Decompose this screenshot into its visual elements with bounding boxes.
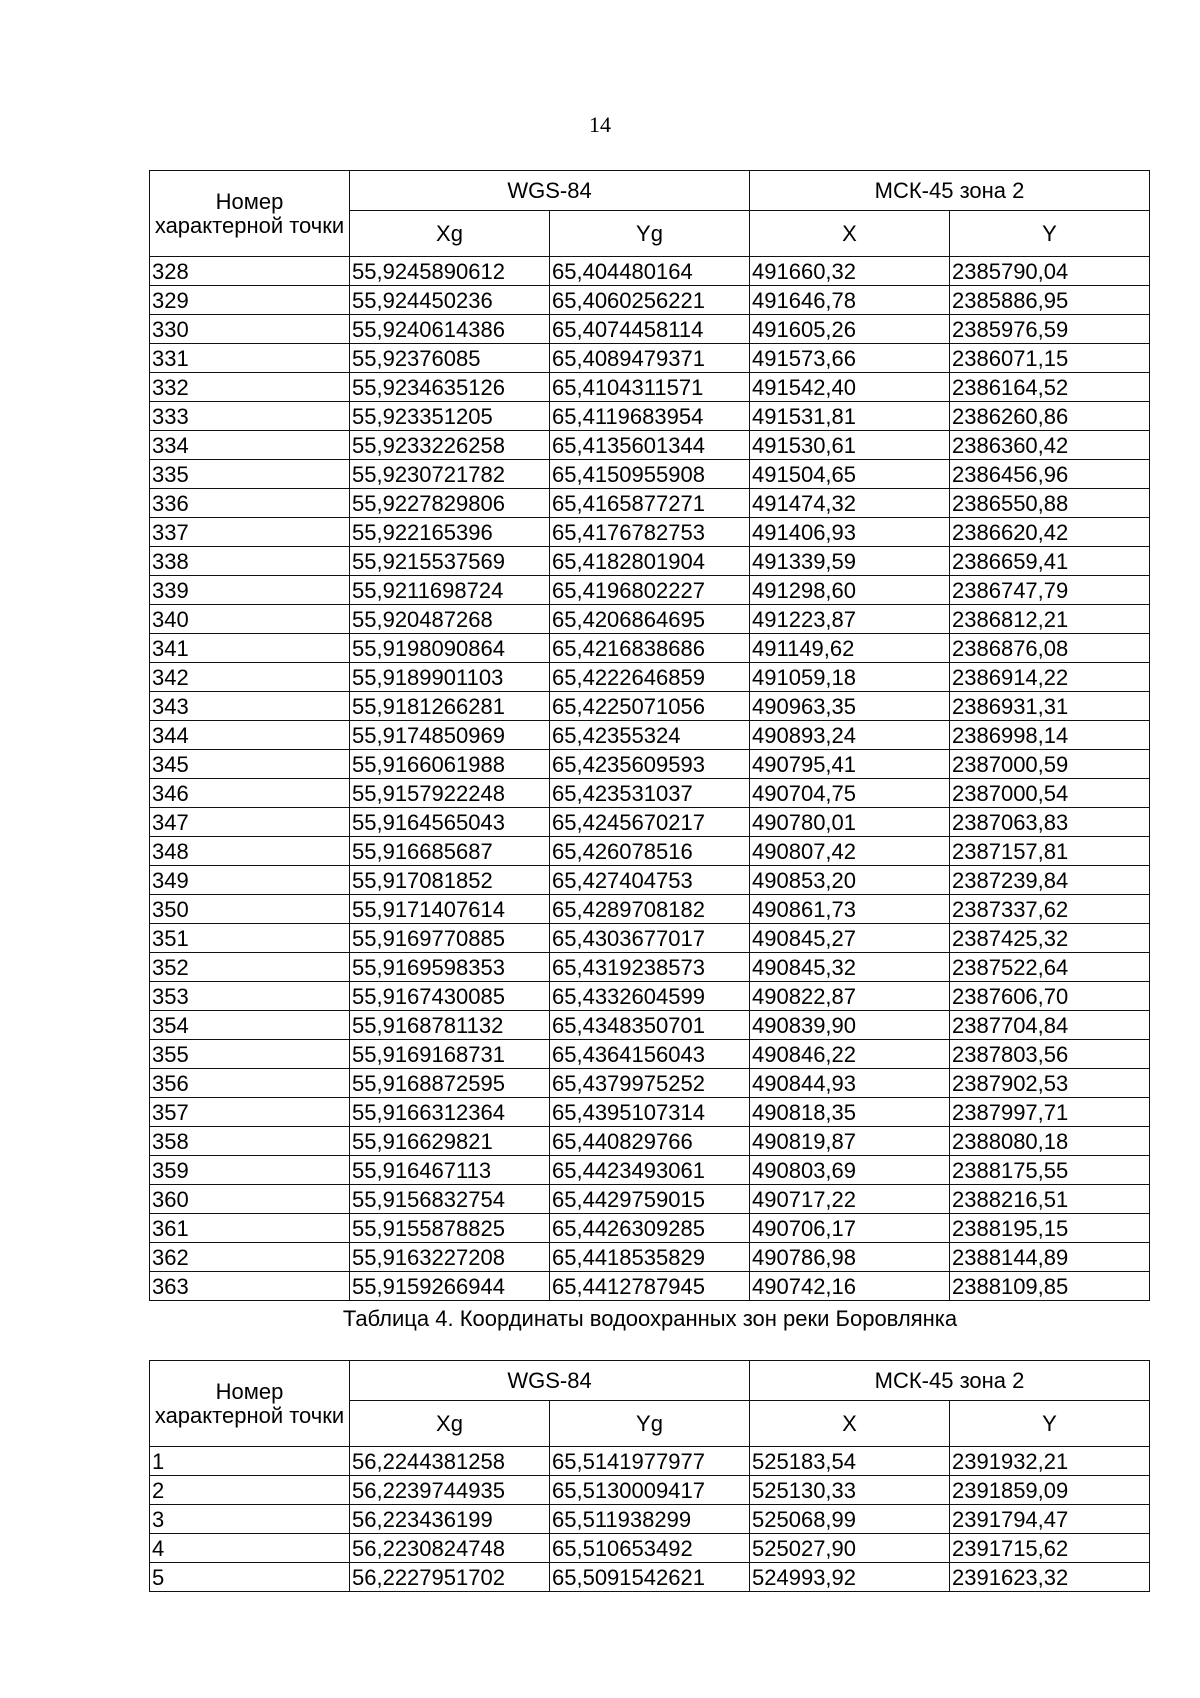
xg-cell: 55,9156832754: [350, 1185, 550, 1214]
y-cell: 2387997,71: [950, 1098, 1150, 1127]
x-header: X: [750, 211, 950, 257]
point-number-cell: 330: [150, 315, 350, 344]
yg-cell: 65,4176782753: [550, 518, 750, 547]
x-cell: 491059,18: [750, 663, 950, 692]
point-number-cell: 329: [150, 286, 350, 315]
y-cell: 2386876,08: [950, 634, 1150, 663]
xg-header: Xg: [350, 211, 550, 257]
table-row: [150, 1098, 1150, 1127]
yg-cell: 65,4119683954: [550, 402, 750, 431]
y-cell: 2386164,52: [950, 373, 1150, 402]
xg-cell: 55,916629821: [350, 1127, 550, 1156]
point-number-cell: 344: [150, 721, 350, 750]
y-cell: 2388109,85: [950, 1272, 1150, 1301]
y-cell: 2387000,54: [950, 779, 1150, 808]
y-cell: 2388175,55: [950, 1156, 1150, 1185]
xg-cell: 56,2227951702: [350, 1563, 550, 1592]
point-number-cell: 350: [150, 895, 350, 924]
y-cell: 2387157,81: [950, 837, 1150, 866]
yg-cell: 65,5141977977: [550, 1447, 750, 1476]
yg-cell: 65,4332604599: [550, 982, 750, 1011]
x-cell: 525183,54: [750, 1447, 950, 1476]
table-row: [150, 315, 1150, 344]
table-row: [150, 1069, 1150, 1098]
point-number-cell: 353: [150, 982, 350, 1011]
x-cell: 490822,87: [750, 982, 950, 1011]
yg-cell: 65,511938299: [550, 1505, 750, 1534]
x-cell: 525027,90: [750, 1534, 950, 1563]
x-cell: 491646,78: [750, 286, 950, 315]
yg-cell: 65,4429759015: [550, 1185, 750, 1214]
yg-cell: 65,426078516: [550, 837, 750, 866]
x-cell: 524993,92: [750, 1563, 950, 1592]
xg-cell: 55,9233226258: [350, 431, 550, 460]
x-cell: 491474,32: [750, 489, 950, 518]
xg-cell: 55,9163227208: [350, 1243, 550, 1272]
x-cell: 491406,93: [750, 518, 950, 547]
y-cell: 2388195,15: [950, 1214, 1150, 1243]
y-cell: 2386659,41: [950, 547, 1150, 576]
table-row: [150, 1040, 1150, 1069]
table-row: [150, 1447, 1150, 1476]
xg-cell: 55,9168872595: [350, 1069, 550, 1098]
point-number-header: Номер характерной точки: [150, 1361, 350, 1447]
x-cell: 491605,26: [750, 315, 950, 344]
y-cell: 2386747,79: [950, 576, 1150, 605]
y-cell: 2387704,84: [950, 1011, 1150, 1040]
y-cell: 2391715,62: [950, 1534, 1150, 1563]
x-cell: 490846,22: [750, 1040, 950, 1069]
table-row: [150, 1214, 1150, 1243]
point-number-cell: 348: [150, 837, 350, 866]
y-cell: 2387522,64: [950, 953, 1150, 982]
xg-cell: 55,9181266281: [350, 692, 550, 721]
table-row: [150, 634, 1150, 663]
wgs84-header: WGS-84: [350, 1361, 750, 1401]
y-cell: 2386456,96: [950, 460, 1150, 489]
x-cell: 490844,93: [750, 1069, 950, 1098]
x-cell: 490742,16: [750, 1272, 950, 1301]
xg-cell: 55,916467113: [350, 1156, 550, 1185]
table-row: [150, 344, 1150, 373]
yg-cell: 65,4319238573: [550, 953, 750, 982]
y-cell: 2387337,62: [950, 895, 1150, 924]
table-row: [150, 866, 1150, 895]
x-cell: 491504,65: [750, 460, 950, 489]
xg-cell: 55,9169598353: [350, 953, 550, 982]
yg-header: Yg: [550, 211, 750, 257]
yg-cell: 65,4348350701: [550, 1011, 750, 1040]
point-number-cell: 4: [150, 1534, 350, 1563]
xg-cell: 56,2230824748: [350, 1534, 550, 1563]
yg-cell: 65,4165877271: [550, 489, 750, 518]
point-number-cell: 1: [150, 1447, 350, 1476]
xg-cell: 56,2239744935: [350, 1476, 550, 1505]
coordinates-table-4: [149, 1360, 1150, 1592]
x-cell: 490861,73: [750, 895, 950, 924]
y-cell: 2388080,18: [950, 1127, 1150, 1156]
y-cell: 2385886,95: [950, 286, 1150, 315]
y-cell: 2391859,09: [950, 1476, 1150, 1505]
point-number-cell: 2: [150, 1476, 350, 1505]
xg-cell: 55,9234635126: [350, 373, 550, 402]
table-row: [150, 373, 1150, 402]
y-cell: 2386360,42: [950, 431, 1150, 460]
xg-cell: 55,9245890612: [350, 257, 550, 286]
point-number-cell: 352: [150, 953, 350, 982]
yg-cell: 65,4379975252: [550, 1069, 750, 1098]
yg-cell: 65,4426309285: [550, 1214, 750, 1243]
x-cell: 491339,59: [750, 547, 950, 576]
xg-cell: 55,9230721782: [350, 460, 550, 489]
y-cell: 2386914,22: [950, 663, 1150, 692]
yg-cell: 65,4235609593: [550, 750, 750, 779]
xg-cell: 55,9189901103: [350, 663, 550, 692]
xg-cell: 55,917081852: [350, 866, 550, 895]
table-row: [150, 489, 1150, 518]
point-number-cell: 363: [150, 1272, 350, 1301]
yg-cell: 65,5130009417: [550, 1476, 750, 1505]
xg-cell: 55,9159266944: [350, 1272, 550, 1301]
x-cell: 525130,33: [750, 1476, 950, 1505]
yg-cell: 65,4225071056: [550, 692, 750, 721]
table-4-caption: Таблица 4. Координаты водоохранных зон реки Боровлянка: [342, 1306, 958, 1331]
y-cell: 2386260,86: [950, 402, 1150, 431]
table-row: [150, 808, 1150, 837]
table-row: [150, 257, 1150, 286]
y-cell: 2385976,59: [950, 315, 1150, 344]
x-header: X: [750, 1401, 950, 1447]
table-row: [150, 1476, 1150, 1505]
table-row: [150, 663, 1150, 692]
yg-cell: 65,4303677017: [550, 924, 750, 953]
xg-cell: 55,9169770885: [350, 924, 550, 953]
yg-header: Yg: [550, 1401, 750, 1447]
point-number-cell: 341: [150, 634, 350, 663]
x-cell: 490807,42: [750, 837, 950, 866]
yg-cell: 65,440829766: [550, 1127, 750, 1156]
point-number-cell: 328: [150, 257, 350, 286]
y-cell: 2387239,84: [950, 866, 1150, 895]
yg-cell: 65,4135601344: [550, 431, 750, 460]
x-cell: 490893,24: [750, 721, 950, 750]
yg-cell: 65,42355324: [550, 721, 750, 750]
yg-cell: 65,4222646859: [550, 663, 750, 692]
table-row: [150, 460, 1150, 489]
x-cell: 490704,75: [750, 779, 950, 808]
point-number-cell: 355: [150, 1040, 350, 1069]
point-number-cell: 340: [150, 605, 350, 634]
y-cell: 2386812,21: [950, 605, 1150, 634]
table-row: [150, 1272, 1150, 1301]
table-row: [150, 518, 1150, 547]
point-number-cell: 333: [150, 402, 350, 431]
yg-cell: 65,4364156043: [550, 1040, 750, 1069]
coordinates-table-3: [149, 170, 1150, 1301]
yg-cell: 65,4289708182: [550, 895, 750, 924]
yg-cell: 65,4418535829: [550, 1243, 750, 1272]
x-cell: 490717,22: [750, 1185, 950, 1214]
table-row: [150, 605, 1150, 634]
table-row: [150, 1185, 1150, 1214]
x-cell: 491149,62: [750, 634, 950, 663]
xg-cell: 55,9227829806: [350, 489, 550, 518]
yg-cell: 65,4089479371: [550, 344, 750, 373]
point-number-cell: 331: [150, 344, 350, 373]
xg-cell: 55,9166312364: [350, 1098, 550, 1127]
y-cell: 2388144,89: [950, 1243, 1150, 1272]
table-row: [150, 431, 1150, 460]
x-cell: 490845,32: [750, 953, 950, 982]
point-number-cell: 360: [150, 1185, 350, 1214]
y-cell: 2386071,15: [950, 344, 1150, 373]
xg-cell: 56,2244381258: [350, 1447, 550, 1476]
table-row: [150, 286, 1150, 315]
point-number-cell: 359: [150, 1156, 350, 1185]
x-cell: 491573,66: [750, 344, 950, 373]
y-cell: 2386998,14: [950, 721, 1150, 750]
table-row: [150, 779, 1150, 808]
wgs84-header: WGS-84: [350, 171, 750, 211]
y-cell: 2387803,56: [950, 1040, 1150, 1069]
x-cell: 491531,81: [750, 402, 950, 431]
point-number-cell: 5: [150, 1563, 350, 1592]
point-number-cell: 362: [150, 1243, 350, 1272]
xg-cell: 55,9166061988: [350, 750, 550, 779]
point-number-cell: 339: [150, 576, 350, 605]
xg-cell: 55,920487268: [350, 605, 550, 634]
xg-cell: 55,9164565043: [350, 808, 550, 837]
table-row: [150, 924, 1150, 953]
point-number-cell: 351: [150, 924, 350, 953]
point-number-header: Номер характерной точки: [150, 171, 350, 257]
x-cell: 490780,01: [750, 808, 950, 837]
y-cell: 2391794,47: [950, 1505, 1150, 1534]
table-row: [150, 953, 1150, 982]
point-number-cell: 334: [150, 431, 350, 460]
table-row: [150, 1156, 1150, 1185]
y-header: Y: [950, 211, 1150, 257]
table-row: [150, 1505, 1150, 1534]
point-number-cell: 358: [150, 1127, 350, 1156]
x-cell: 490845,27: [750, 924, 950, 953]
msk45-header: МСК-45 зона 2: [750, 171, 1150, 211]
xg-cell: 56,223436199: [350, 1505, 550, 1534]
x-cell: 490963,35: [750, 692, 950, 721]
xg-cell: 55,92376085: [350, 344, 550, 373]
y-cell: 2387000,59: [950, 750, 1150, 779]
xg-cell: 55,9169168731: [350, 1040, 550, 1069]
xg-cell: 55,9168781132: [350, 1011, 550, 1040]
point-number-cell: 347: [150, 808, 350, 837]
xg-cell: 55,9174850969: [350, 721, 550, 750]
point-number-cell: 349: [150, 866, 350, 895]
yg-cell: 65,4074458114: [550, 315, 750, 344]
y-cell: 2387425,32: [950, 924, 1150, 953]
yg-cell: 65,427404753: [550, 866, 750, 895]
yg-cell: 65,423531037: [550, 779, 750, 808]
table-row: [150, 1563, 1150, 1592]
xg-cell: 55,9167430085: [350, 982, 550, 1011]
point-number-cell: 336: [150, 489, 350, 518]
xg-cell: 55,9211698724: [350, 576, 550, 605]
y-cell: 2385790,04: [950, 257, 1150, 286]
x-cell: 490853,20: [750, 866, 950, 895]
table-row: [150, 1127, 1150, 1156]
point-number-cell: 335: [150, 460, 350, 489]
y-cell: 2388216,51: [950, 1185, 1150, 1214]
xg-cell: 55,9198090864: [350, 634, 550, 663]
table-header: [150, 171, 1150, 257]
table-body: [150, 1447, 1150, 1592]
yg-cell: 65,4395107314: [550, 1098, 750, 1127]
yg-cell: 65,5091542621: [550, 1563, 750, 1592]
xg-cell: 55,923351205: [350, 402, 550, 431]
xg-cell: 55,9240614386: [350, 315, 550, 344]
table-row: [150, 982, 1150, 1011]
y-cell: 2387063,83: [950, 808, 1150, 837]
table-row: [150, 576, 1150, 605]
xg-cell: 55,9215537569: [350, 547, 550, 576]
x-cell: 490819,87: [750, 1127, 950, 1156]
yg-cell: 65,4216838686: [550, 634, 750, 663]
x-cell: 490795,41: [750, 750, 950, 779]
table-row: [150, 1011, 1150, 1040]
yg-cell: 65,510653492: [550, 1534, 750, 1563]
xg-cell: 55,9171407614: [350, 895, 550, 924]
yg-cell: 65,4196802227: [550, 576, 750, 605]
yg-cell: 65,4060256221: [550, 286, 750, 315]
point-number-cell: 343: [150, 692, 350, 721]
x-cell: 491542,40: [750, 373, 950, 402]
point-number-cell: 342: [150, 663, 350, 692]
y-cell: 2387902,53: [950, 1069, 1150, 1098]
xg-cell: 55,9155878825: [350, 1214, 550, 1243]
yg-cell: 65,4182801904: [550, 547, 750, 576]
point-number-cell: 337: [150, 518, 350, 547]
yg-cell: 65,4423493061: [550, 1156, 750, 1185]
yg-cell: 65,4206864695: [550, 605, 750, 634]
point-number-cell: 332: [150, 373, 350, 402]
x-cell: 490706,17: [750, 1214, 950, 1243]
table-row: [150, 895, 1150, 924]
xg-cell: 55,916685687: [350, 837, 550, 866]
xg-cell: 55,922165396: [350, 518, 550, 547]
y-cell: 2391623,32: [950, 1563, 1150, 1592]
xg-cell: 55,924450236: [350, 286, 550, 315]
y-header: Y: [950, 1401, 1150, 1447]
table-row: [150, 721, 1150, 750]
x-cell: 525068,99: [750, 1505, 950, 1534]
point-number-cell: 345: [150, 750, 350, 779]
msk45-header: МСК-45 зона 2: [750, 1361, 1150, 1401]
x-cell: 491298,60: [750, 576, 950, 605]
yg-cell: 65,4412787945: [550, 1272, 750, 1301]
table-row: [150, 1534, 1150, 1563]
point-number-cell: 356: [150, 1069, 350, 1098]
table-row: [150, 750, 1150, 779]
point-number-cell: 357: [150, 1098, 350, 1127]
x-cell: 491530,61: [750, 431, 950, 460]
x-cell: 491223,87: [750, 605, 950, 634]
table-header: [150, 1361, 1150, 1447]
yg-cell: 65,4245670217: [550, 808, 750, 837]
x-cell: 490803,69: [750, 1156, 950, 1185]
y-cell: 2386550,88: [950, 489, 1150, 518]
xg-header: Xg: [350, 1401, 550, 1447]
table-row: [150, 547, 1150, 576]
point-number-cell: 338: [150, 547, 350, 576]
yg-cell: 65,404480164: [550, 257, 750, 286]
xg-cell: 55,9157922248: [350, 779, 550, 808]
y-cell: 2386931,31: [950, 692, 1150, 721]
y-cell: 2391932,21: [950, 1447, 1150, 1476]
table-row: [150, 402, 1150, 431]
x-cell: 490839,90: [750, 1011, 950, 1040]
point-number-cell: 354: [150, 1011, 350, 1040]
table-row: [150, 1243, 1150, 1272]
table-body: [150, 257, 1150, 1301]
table-row: [150, 692, 1150, 721]
point-number-cell: 3: [150, 1505, 350, 1534]
yg-cell: 65,4150955908: [550, 460, 750, 489]
point-number-cell: 361: [150, 1214, 350, 1243]
point-number-cell: 346: [150, 779, 350, 808]
page-number: 14: [589, 112, 611, 137]
table-row: [150, 837, 1150, 866]
x-cell: 491660,32: [750, 257, 950, 286]
yg-cell: 65,4104311571: [550, 373, 750, 402]
x-cell: 490818,35: [750, 1098, 950, 1127]
y-cell: 2387606,70: [950, 982, 1150, 1011]
y-cell: 2386620,42: [950, 518, 1150, 547]
x-cell: 490786,98: [750, 1243, 950, 1272]
